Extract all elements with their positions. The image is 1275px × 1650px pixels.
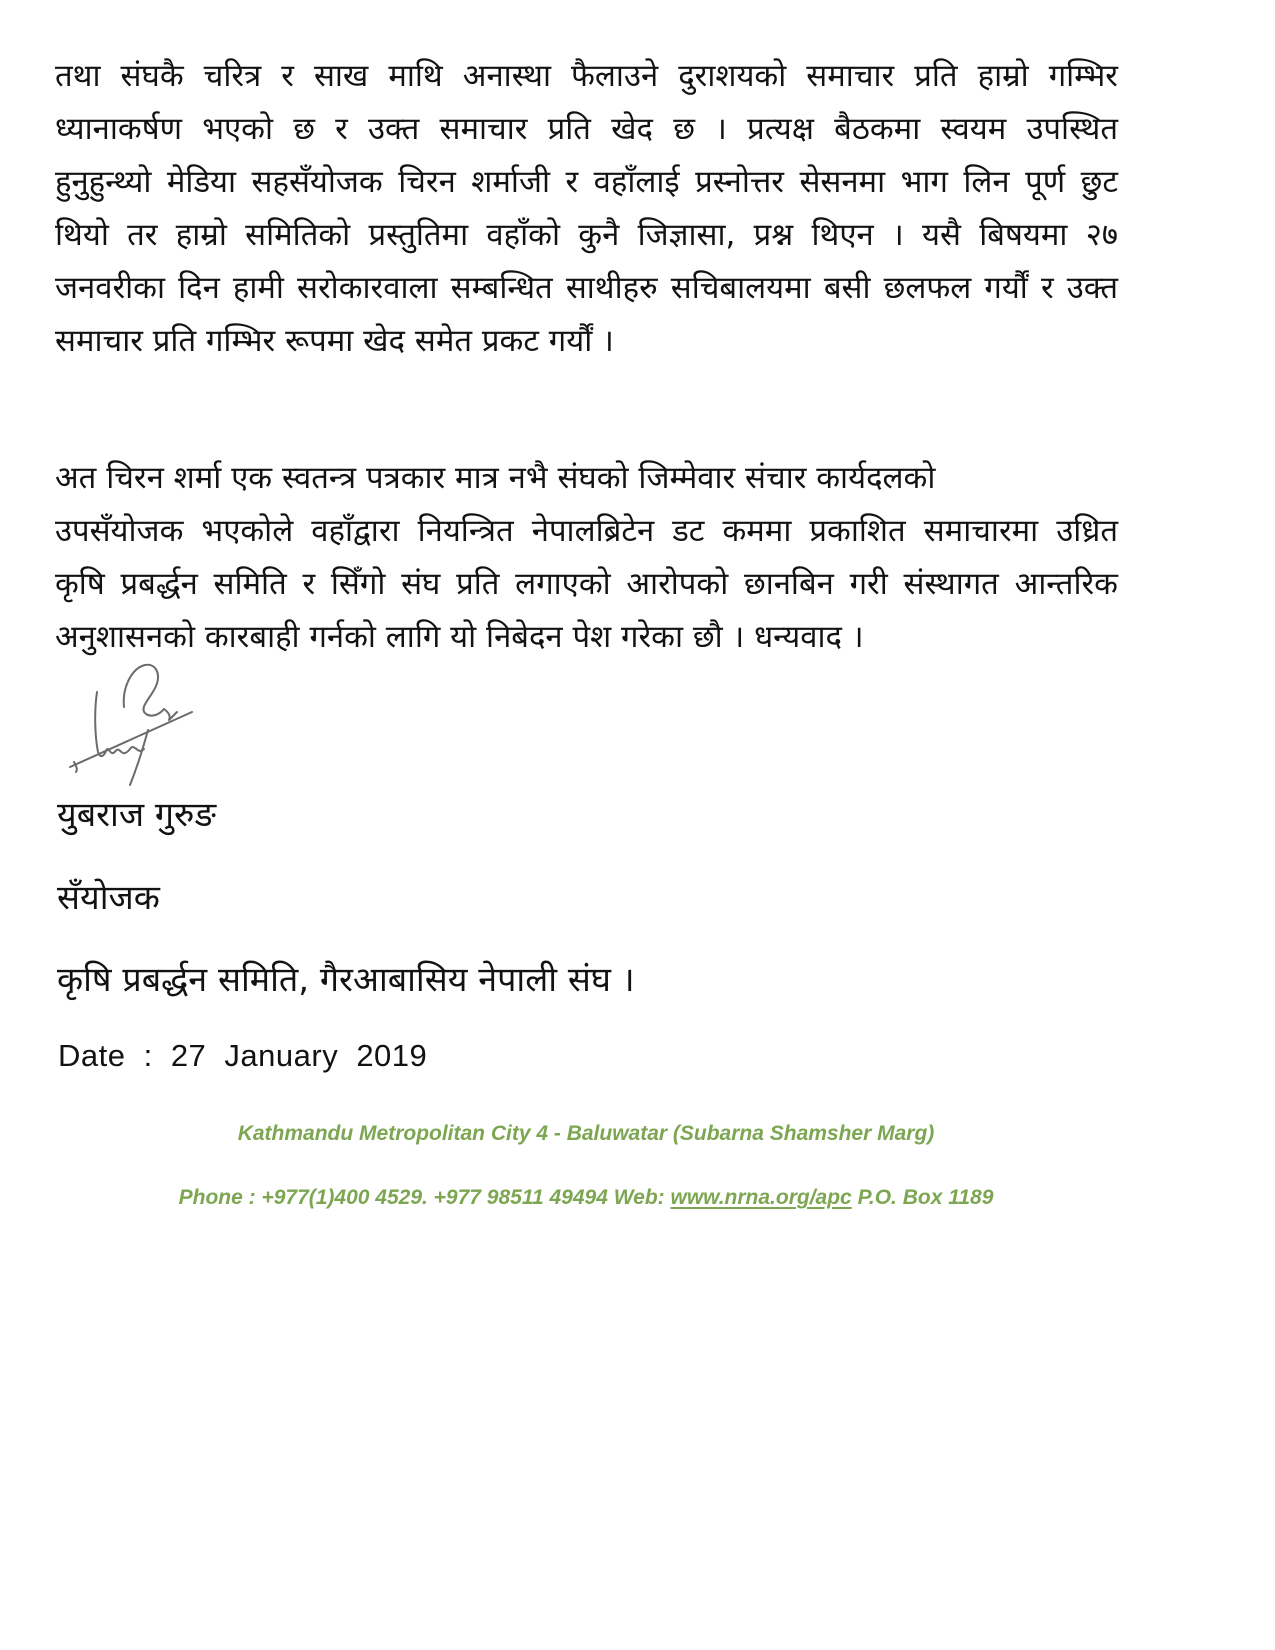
signature-icon — [52, 652, 222, 797]
signer-name: युबराज गुरुङ — [57, 795, 217, 835]
date-line: Date : 27 January 2019 — [58, 1038, 428, 1073]
paragraph1-line6: समाचार प्रति गम्भिर रूपमा खेद समेत प्रकट गर्यौं । — [55, 323, 614, 359]
signer-title: सँयोजक — [57, 878, 160, 918]
paragraph1-line5: जनवरीका दिन हामी सरोकारवाला सम्बन्धित साथीहरु सचिबालयमा बसी छलफल गर्यौं र उक्त — [55, 270, 1118, 306]
footer-address: Kathmandu Metropolitan City 4 - Baluwatar (Subarna Shamsher Marg) — [237, 1122, 935, 1145]
paragraph2-line1: अत चिरन शर्मा एक स्वतन्त्र पत्रकार मात्र नभै संघको जिम्मेवार संचार कार्यदलको — [55, 460, 936, 496]
paragraph2-line2: उपसँयोजक भएकोले वहाँद्वारा नियन्त्रित नेपालब्रिटेन डट कममा प्रकाशित समाचारमा उध्रित — [55, 513, 1118, 549]
handwritten-signature — [52, 652, 222, 797]
footer-contact — [0, 1186, 1172, 1210]
paragraph1-line3: हुनुहुन्थ्यो मेडिया सहसँयोजक चिरन शर्माजी र वहाँलाई प्रस्नोत्तर सेसनमा भाग लिन पूर्ण छुट — [55, 164, 1118, 200]
paragraph1-line4: थियो तर हाम्रो समितिको प्रस्तुतिमा वहाँको कुनै जिज्ञासा, प्रश्न थिएन । यसै बिषयमा २७ — [55, 217, 1118, 253]
body-paragraph-2 — [55, 452, 1118, 664]
signer-organization: कृषि प्रबर्द्धन समिति, गैरआबासिय नेपाली संघ । — [57, 960, 635, 1000]
paragraph2-line4: अनुशासनको कारबाही गर्नको लागि यो निबेदन पेश गरेका छौ । धन्यवाद । — [55, 619, 864, 655]
footer-web-link[interactable]: www.nrna.org/apc — [670, 1186, 852, 1209]
paragraph2-line3: कृषि प्रबर्द्धन समिति र सिँगो संघ प्रति लगाएको आरोपको छानबिन गरी संस्थागत आन्तरिक — [55, 566, 1118, 602]
letter-footer — [0, 1122, 1172, 1210]
paragraph1-line1: तथा संघकै चरित्र र साख माथि अनास्था फैलाउने दुराशयको समाचार प्रति हाम्रो गम्भिर — [55, 58, 1118, 94]
body-paragraph-1 — [55, 50, 1118, 368]
paragraph1-line2: ध्यानाकर्षण भएको छ र उक्त समाचार प्रति खेद छ । प्रत्यक्ष बैठकमा स्वयम उपस्थित — [55, 111, 1118, 147]
footer-pobox-text: P.O. Box 1189 — [851, 1186, 994, 1209]
footer-phone-text: Phone : +977(1)400 4529. +977 98511 49494 Web: — [178, 1186, 671, 1209]
